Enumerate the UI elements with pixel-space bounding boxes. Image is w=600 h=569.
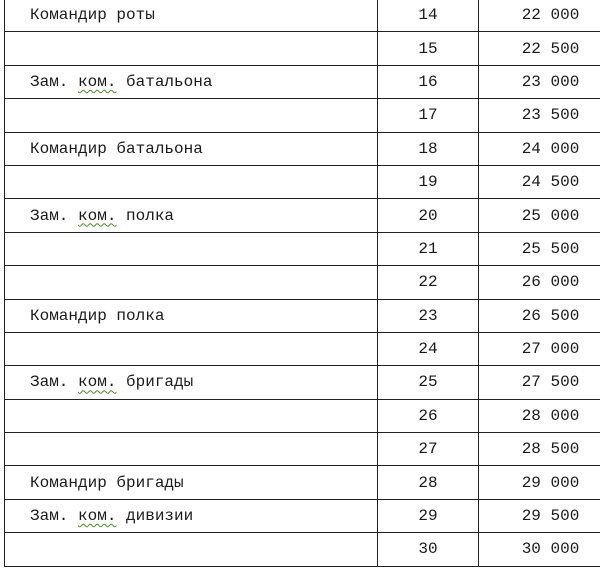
salary-cell: 23 500 <box>479 99 600 132</box>
grade-cell: 22 <box>378 266 479 299</box>
position-cell: Командир роты <box>5 0 378 32</box>
position-cell: Зам. ком. батальона <box>5 65 378 98</box>
position-cell <box>5 266 378 299</box>
table-row <box>5 533 600 566</box>
spellcheck-underline: ком. <box>78 507 117 526</box>
table-row <box>5 232 600 265</box>
table-row <box>5 499 600 532</box>
position-cell <box>5 533 378 566</box>
position-cell <box>5 399 378 432</box>
position-cell <box>5 165 378 198</box>
position-cell: Командир полка <box>5 299 378 332</box>
salary-cell: 27 000 <box>479 332 600 365</box>
grade-cell: 18 <box>378 132 479 165</box>
salary-cell: 22 500 <box>479 32 600 65</box>
grade-cell: 28 <box>378 466 479 499</box>
salary-cell: 30 000 <box>479 533 600 566</box>
salary-cell: 29 500 <box>479 499 600 532</box>
position-cell: Зам. ком. бригады <box>5 366 378 399</box>
salary-cell: 26 000 <box>479 266 600 299</box>
grade-cell: 20 <box>378 199 479 232</box>
table-row <box>5 65 600 98</box>
grade-cell: 16 <box>378 65 479 98</box>
salary-cell: 22 000 <box>479 0 600 32</box>
position-cell <box>5 433 378 466</box>
salary-cell: 27 500 <box>479 366 600 399</box>
grade-cell: 17 <box>378 99 479 132</box>
grade-cell: 27 <box>378 433 479 466</box>
spellcheck-underline: ком. <box>78 206 117 225</box>
salary-cell: 24 000 <box>479 132 600 165</box>
salary-cell: 28 000 <box>479 399 600 432</box>
table-row <box>5 399 600 432</box>
position-cell <box>5 332 378 365</box>
salary-cell: 23 000 <box>479 65 600 98</box>
salary-cell: 25 500 <box>479 232 600 265</box>
position-cell: Командир бригады <box>5 466 378 499</box>
grade-cell: 14 <box>378 0 479 32</box>
table-row <box>5 0 600 32</box>
table-row <box>5 165 600 198</box>
salary-cell: 25 000 <box>479 199 600 232</box>
table-row <box>5 299 600 332</box>
salary-cell: 26 500 <box>479 299 600 332</box>
table-row <box>5 466 600 499</box>
grade-cell: 21 <box>378 232 479 265</box>
table-row <box>5 266 600 299</box>
grade-cell: 26 <box>378 399 479 432</box>
table-row <box>5 199 600 232</box>
spellcheck-underline: ком. <box>78 72 117 91</box>
position-cell <box>5 99 378 132</box>
position-cell: Командир батальона <box>5 132 378 165</box>
position-cell: Зам. ком. полка <box>5 199 378 232</box>
grade-cell: 29 <box>378 499 479 532</box>
salary-cell: 24 500 <box>479 165 600 198</box>
table-row <box>5 332 600 365</box>
position-cell <box>5 32 378 65</box>
table-row <box>5 132 600 165</box>
grade-cell: 15 <box>378 32 479 65</box>
salary-table <box>4 0 600 567</box>
position-cell: Зам. ком. дивизии <box>5 499 378 532</box>
spellcheck-underline: ком. <box>78 373 117 392</box>
grade-cell: 30 <box>378 533 479 566</box>
table-row <box>5 366 600 399</box>
grade-cell: 23 <box>378 299 479 332</box>
grade-cell: 19 <box>378 165 479 198</box>
salary-cell: 28 500 <box>479 433 600 466</box>
table-row <box>5 433 600 466</box>
table-row <box>5 32 600 65</box>
salary-cell: 29 000 <box>479 466 600 499</box>
grade-cell: 24 <box>378 332 479 365</box>
position-cell <box>5 232 378 265</box>
grade-cell: 25 <box>378 366 479 399</box>
table-row <box>5 99 600 132</box>
